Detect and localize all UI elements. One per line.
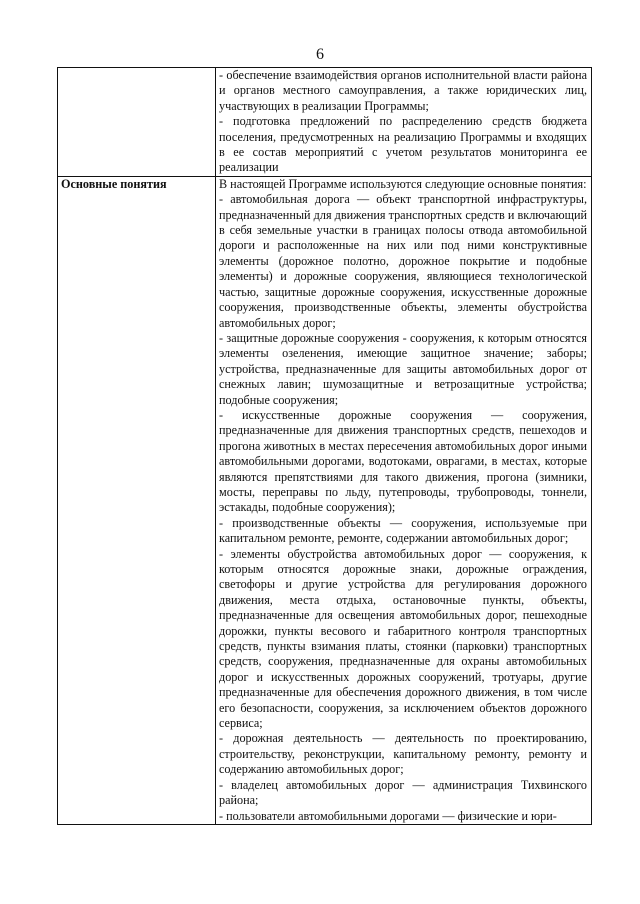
paragraph: В настоящей Программе используются следующие основные понятия: — [219, 176, 587, 191]
paragraph: - элементы обустройства автомобильных дорог — сооружения, к которым относятся дорожные знаки, дорожные ограждения, светофоры и другие устройства для регулирования дорожного движения, места отдыха, остановочные пункты, объекты, предназначенные для освещения автомобильных дорог, пешеходные дорожки, пункты весового и габаритного контроля транспортных средств, пункты взимания платы, стоянки (парковки) транспортных средств, сооружения, предназначенные для охраны автомобильных дорог и искусственных дорожных сооружений, тротуары, другие предназначенные для обеспечения дорожного движения, в том числе его безопасности, сооружения, за исключением объектов дорожного сервиса; — [219, 546, 587, 731]
row-content — [216, 68, 592, 177]
table-row — [58, 176, 592, 824]
row-content — [216, 176, 592, 824]
paragraph: - подготовка предложений по распределению средств бюджета поселения, предусмотренных на реализацию Программы и входящих в ее состав мероприятий с учетом результатов мониторинга ее реализации — [219, 114, 587, 175]
paragraph: - автомобильная дорога — объект транспортной инфраструктуры, предназначенный для движения транспортных средств и включающий в себя земельные участки в границах полосы отвода автомобильной дороги и расположенные на них или под ними конструктивные элементы (дорожное полотно, дорожное покрытие и подобные элементы) и дорожные сооружения, являющиеся технологической частью, защитные дорожные сооружения, искусственные дорожные сооружения, производственные объекты, элементы обустройства автомобильных дорог; — [219, 192, 587, 330]
paragraph: - дорожная деятельность — деятельность по проектированию, строительству, реконструкции, капитальному ремонту, ремонту и содержанию автомобильных дорог; — [219, 731, 587, 777]
table-row — [58, 68, 592, 177]
page-number: 6 — [316, 46, 324, 63]
paragraph: - защитные дорожные сооружения - сооружения, к которым относятся элементы озеленения, имеющие защитное значение; заборы; устройства, предназначенные для защиты автомобильных дорог от снежных лавин; шумозащитные и ветрозащитные устройства; подобные сооружения; — [219, 330, 587, 407]
paragraph: - владелец автомобильных дорог — администрация Тихвинского района; — [219, 777, 587, 808]
row-label: Основные понятия — [58, 176, 216, 824]
paragraph: - искусственные дорожные сооружения — сооружения, предназначенные для движения транспортных средств, пешеходов и прогона животных в местах пересечения автомобильных дорог иными автомобильными дорогами, водотоками, оврагами, в местах, которые являются препятствиями для такого движения, прогона (зимники, мосты, переправы по льду, путепроводы, трубопроводы, тоннели, эстакады, подобные сооружения); — [219, 407, 587, 515]
row-label — [58, 68, 216, 177]
paragraph: - обеспечение взаимодействия органов исполнительной власти района и органов местного самоуправления, а также юридических лиц, участвующих в реализации Программы; — [219, 68, 587, 113]
program-passport-table — [57, 67, 592, 825]
paragraph: - пользователи автомобильными дорогами — физические и юри- — [219, 808, 557, 823]
paragraph: - производственные объекты — сооружения, используемые при капитальном ремонте, ремонте, содержании автомобильных дорог; — [219, 515, 587, 546]
